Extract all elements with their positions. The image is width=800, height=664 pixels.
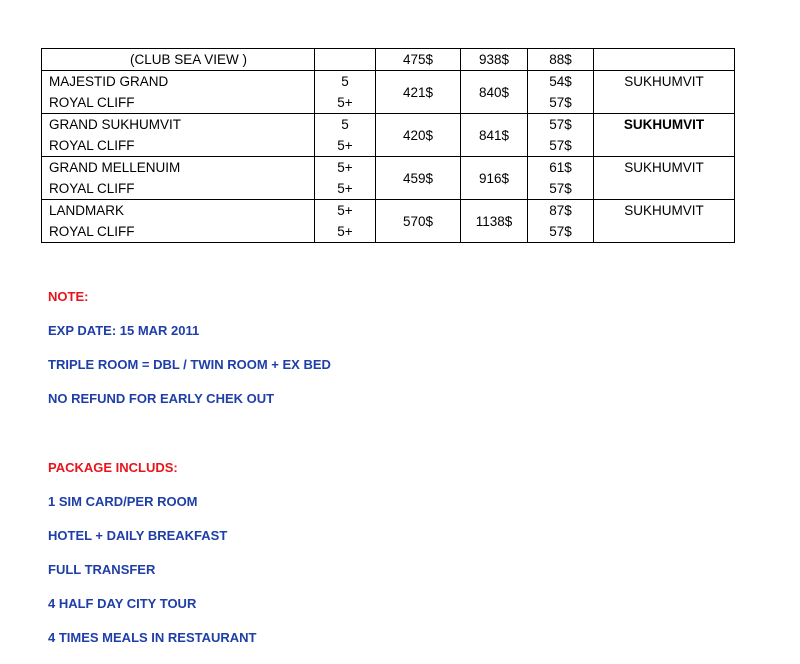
stars: 5 bbox=[341, 74, 349, 89]
hotel-name: ROYAL CLIFF bbox=[49, 138, 135, 153]
area-cell bbox=[594, 49, 735, 71]
hotel-name-cell bbox=[42, 49, 315, 71]
hotel-name: ROYAL CLIFF bbox=[49, 224, 135, 239]
area: SUKHUMVIT bbox=[624, 160, 704, 175]
stars: 5 bbox=[341, 117, 349, 132]
area-cell bbox=[594, 71, 735, 114]
area: SUKHUMVIT bbox=[623, 117, 705, 132]
package-item: 4 TIMES MEALS IN RESTAURANT bbox=[48, 630, 257, 645]
stars: 5+ bbox=[337, 203, 353, 218]
package-heading: PACKAGE INCLUDS: bbox=[48, 460, 178, 475]
table-row bbox=[42, 157, 735, 200]
extra-cell bbox=[528, 71, 594, 114]
price-a-cell bbox=[376, 71, 461, 114]
hotel-name-cell bbox=[42, 71, 315, 114]
price-b-cell bbox=[461, 71, 528, 114]
note-item: TRIPLE ROOM = DBL / TWIN ROOM + EX BED bbox=[48, 357, 331, 372]
note-item: NO REFUND FOR EARLY CHEK OUT bbox=[48, 391, 275, 406]
price-a: 570$ bbox=[402, 213, 434, 229]
note-item: EXP DATE: 15 MAR 2011 bbox=[48, 323, 200, 338]
stars: 5+ bbox=[337, 224, 353, 239]
price-a-cell bbox=[376, 49, 461, 71]
hotel-name: GRAND SUKHUMVIT bbox=[49, 117, 182, 132]
hotel-name: MAJESTID GRAND bbox=[49, 74, 169, 89]
package-item: FULL TRANSFER bbox=[48, 562, 156, 577]
price-a-cell bbox=[376, 157, 461, 200]
hotel-name-cell bbox=[42, 114, 315, 157]
hotel-name-cell bbox=[42, 157, 315, 200]
extra-price: 57$ bbox=[549, 138, 572, 153]
price-a: 459$ bbox=[402, 170, 434, 186]
price-a-cell bbox=[376, 200, 461, 243]
stars-cell bbox=[315, 114, 376, 157]
stars-cell bbox=[315, 157, 376, 200]
note-heading: NOTE: bbox=[48, 289, 89, 304]
price-a: 475$ bbox=[402, 52, 434, 67]
price-b: 916$ bbox=[478, 170, 510, 186]
price-b: 1138$ bbox=[475, 213, 513, 229]
extra-price: 57$ bbox=[549, 117, 572, 132]
price-b: 938$ bbox=[478, 52, 510, 67]
hotel-name: (CLUB SEA VIEW ) bbox=[130, 52, 248, 67]
table-row bbox=[42, 71, 735, 114]
area-cell bbox=[594, 200, 735, 243]
hotel-rates-table bbox=[41, 48, 735, 243]
hotel-name-cell bbox=[42, 200, 315, 243]
extra-cell bbox=[528, 49, 594, 71]
hotel-name: GRAND MELLENUIM bbox=[49, 160, 181, 175]
area-cell bbox=[594, 157, 735, 200]
area: SUKHUMVIT bbox=[624, 203, 704, 218]
stars: 5+ bbox=[337, 95, 353, 110]
extra-cell bbox=[528, 157, 594, 200]
price-b: 841$ bbox=[478, 127, 510, 143]
hotel-name: ROYAL CLIFF bbox=[49, 181, 135, 196]
price-b-cell bbox=[461, 157, 528, 200]
table-row bbox=[42, 114, 735, 157]
stars: 5+ bbox=[337, 138, 353, 153]
extra-price: 57$ bbox=[549, 181, 572, 196]
price-b-cell bbox=[461, 200, 528, 243]
price-b-cell bbox=[461, 49, 528, 71]
extra-price: 61$ bbox=[549, 160, 572, 175]
extra-price: 54$ bbox=[549, 74, 572, 89]
price-a-cell bbox=[376, 114, 461, 157]
area: SUKHUMVIT bbox=[624, 74, 704, 89]
stars-cell bbox=[315, 71, 376, 114]
package-item: 4 HALF DAY CITY TOUR bbox=[48, 596, 197, 611]
area-cell bbox=[594, 114, 735, 157]
stars: 5+ bbox=[337, 160, 353, 175]
stars-cell bbox=[315, 49, 376, 71]
extra-cell bbox=[528, 200, 594, 243]
extra-price: 57$ bbox=[549, 224, 572, 239]
extra-price: 57$ bbox=[549, 95, 572, 110]
package-item: 1 SIM CARD/PER ROOM bbox=[48, 494, 198, 509]
table-row bbox=[42, 200, 735, 243]
extra-price: 88$ bbox=[549, 52, 572, 67]
extra-cell bbox=[528, 114, 594, 157]
price-b: 840$ bbox=[478, 84, 510, 100]
stars: 5+ bbox=[337, 181, 353, 196]
table-row bbox=[42, 49, 735, 71]
stars-cell bbox=[315, 200, 376, 243]
price-b-cell bbox=[461, 114, 528, 157]
extra-price: 87$ bbox=[549, 203, 572, 218]
hotel-name: ROYAL CLIFF bbox=[49, 95, 135, 110]
price-a: 421$ bbox=[402, 84, 434, 100]
package-item: HOTEL + DAILY BREAKFAST bbox=[48, 528, 228, 543]
price-a: 420$ bbox=[402, 127, 434, 143]
hotel-name: LANDMARK bbox=[49, 203, 125, 218]
